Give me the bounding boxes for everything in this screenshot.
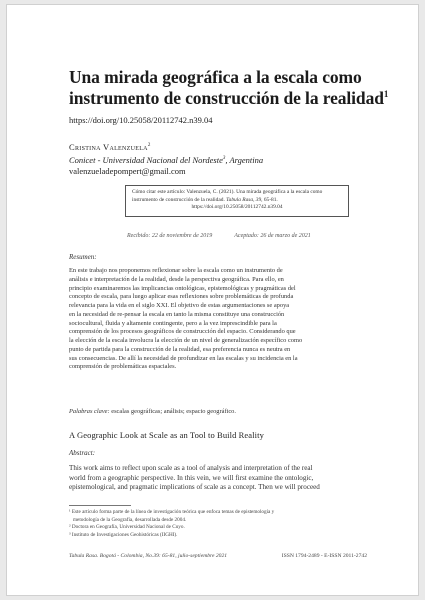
abstract-line: This work aims to reflect upon scale as a tool of analysis and interpretation of the real — [69, 464, 313, 472]
resumen-line: relevancia para la vida en el siglo XXI. El objetivo de estas argumentaciones se apoya — [69, 302, 290, 309]
page-footer — [69, 553, 367, 559]
citation-line-2-suffix: , 65-81. — [261, 196, 278, 203]
article-title-line-1: Una mirada geográfica a la escala como — [69, 67, 362, 87]
footnote: ³ Instituto de Investigaciones Geohistóricas (IIGHI). — [69, 531, 178, 538]
resumen-line: principio examinaremos las implicancias ontológicas, epistemológicas y pragmáticas del — [69, 284, 296, 292]
resumen-label: Resumen: — [69, 253, 97, 261]
paper-page — [6, 4, 419, 596]
footer-issn: ISSN 1794-2489 - E-ISSN 2011-2742 — [281, 553, 367, 559]
author-country: , Argentina — [225, 154, 264, 165]
resumen-line: comprensión de los procesos geográficos de construcción del espacio. Considerando que — [69, 328, 296, 336]
author-name-line — [69, 140, 263, 153]
article-title-line-2-text: instrumento de construcción de la realidad — [69, 88, 384, 108]
accepted-date: Aceptado: 26 de marzo de 2021 — [234, 233, 311, 239]
footnote-divider — [69, 505, 131, 506]
article-title — [69, 67, 389, 109]
dates-line — [127, 233, 357, 239]
footnote: metodología de la Geografía, desarrollada desde 2004. — [73, 516, 187, 523]
author-affiliation: Conicet - Universidad Nacional del Nordeste — [69, 154, 223, 165]
resumen-line: En este trabajo nos proponemos reflexionar sobre la escala como un instrumento de — [69, 267, 283, 274]
keywords-label: Palabras clave: — [69, 408, 110, 415]
title-footnote-mark: 1 — [383, 89, 389, 100]
abstract-line: world from a geographic perspective. In this vein, we will first examine the ontologic, — [69, 473, 314, 482]
citation-doi[interactable]: https://doi.org/10.25058/20112742.n39.04 — [191, 204, 283, 210]
author-block — [69, 140, 263, 177]
affiliation-footnote-mark: 3 — [222, 155, 226, 161]
resumen-line: análisis e interpretación de la realidad, desde la perspectiva geográfica. Para ello, en — [69, 275, 284, 283]
keywords-text: escalas geográficas; análisis; espacio geográfico. — [109, 408, 236, 415]
author-footnote-mark: 2 — [147, 143, 151, 148]
resumen-line: sus consecuencias. De allí la necesidad de profundizar en las escalas y su incidencia en la — [69, 354, 298, 362]
resumen-text — [69, 267, 367, 372]
resumen-line: comprensión de problemáticas espaciales. — [69, 363, 177, 371]
resumen-line: en la necesidad de re-pensar la escala en tanto la misma constituye una construcción — [69, 310, 285, 318]
resumen-line: la elección de la escala involucra la elección de un nivel de generalización específico como — [69, 337, 303, 344]
keywords — [69, 408, 367, 415]
footnote: ² Doctora en Geografía, Universidad Nacional de Cuyo. — [69, 524, 185, 530]
citation-line-2-prefix: instrumento de construcción de la realidad. — [132, 196, 227, 203]
citation-line-1: Cómo citar este artículo: Valenzuela, C. (2021). Una mirada geográfica a la escala como — [132, 189, 323, 195]
resumen-line: punto de partida para la construcción de la realidad, esa preferencia nunca es neutra en — [69, 345, 291, 353]
received-date: Recibido: 22 de noviembre de 2019 — [127, 233, 213, 239]
citation-line-2 — [132, 197, 342, 205]
author-email[interactable]: valenzueladepompert@gmail.com — [69, 165, 186, 176]
english-abstract-text — [69, 464, 367, 493]
abstract-line: epistemological, and pragmatic implications of scale as a concept. Then we will proceed — [69, 483, 320, 492]
citation-journal: Tabula Rasa, 39 — [226, 196, 262, 203]
english-title: A Geographic Look at Scale as an Tool to Build Reality — [69, 430, 264, 440]
article-title-line-2 — [69, 88, 389, 109]
citation-box — [125, 185, 349, 217]
author-name: Cristina Valenzuela — [69, 141, 148, 152]
resumen-line: sociocultural, fluida y altamente contingente, pero a la vez imprescindible para la — [69, 319, 277, 327]
footer-journal: Tabula Rasa. Bogotá - Colombia, No.39: 65-81, julio-septiembre 2021 — [69, 553, 228, 559]
resumen-line: concepto de escala, para luego aplicar esas reflexiones sobre problemáticas de profunda — [69, 293, 294, 301]
author-affiliation-line — [69, 153, 263, 166]
footnotes — [69, 509, 367, 539]
abstract-label: Abstract: — [69, 449, 96, 457]
doi-link[interactable]: https://doi.org/10.25058/20112742.n39.04 — [69, 115, 213, 125]
footnote: ¹ Este artículo forma parte de la línea de investigación teórica que enfoca temas de epistemología y — [69, 509, 275, 515]
